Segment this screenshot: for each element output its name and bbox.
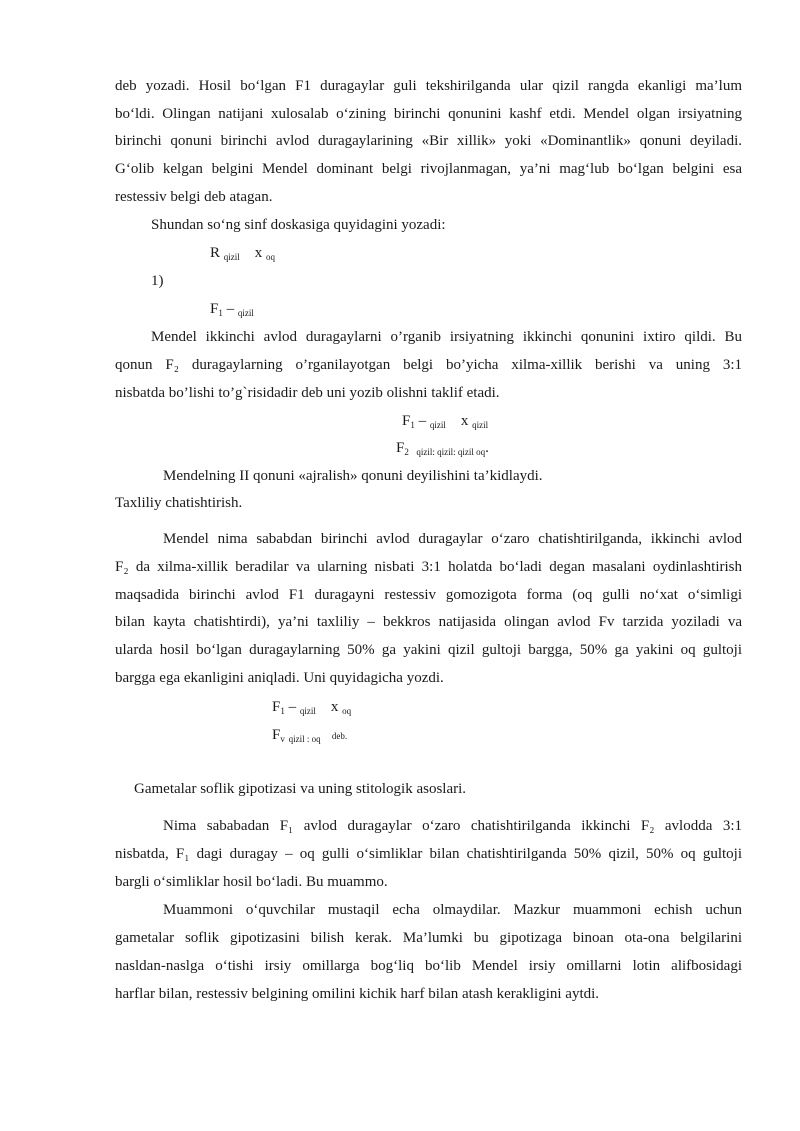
formula-cross-line: $F_1 - _{qizil}$ x $_{oq}$ xyxy=(272,699,352,716)
text-line: ularda hosil bo‘lgan duragaylarning 50% ga yakini qizil gultoji bargga, 50% ga yakini oq gultoji xyxy=(115,642,742,658)
formula-number: 1) xyxy=(151,273,164,289)
text-line: restessiv belgi deb atagan. xyxy=(115,189,273,205)
text-line: bargga ega ekanligini aniqladi. Uni quyidagicha yozdi. xyxy=(115,670,444,686)
text-line: harflar bilan, restessiv belgining omilini kichik harf bilan atash kerakligini aytdi. xyxy=(115,986,600,1002)
text-line: Shundan so‘ng sinf doskasiga quyidagini yozadi: xyxy=(151,217,446,233)
text-line: Mendel nima sababdan birinchi avlod duragaylar o‘zaro chatishtirilganda, ikkinchi avlod xyxy=(163,531,742,547)
text-line: bargli o‘simliklar hosil bo‘ladi. Bu muammo. xyxy=(115,874,388,890)
text-line: nisbatda bo’lishi to’g`risidadir deb uni yozib olishni taklif etadi. xyxy=(115,385,500,401)
section-heading: Gametalar soflik gipotizasi va uning stitologik asoslari. xyxy=(134,781,467,797)
formula-cross-line: $F_1 - _{qizil}$ x $_{qizil}$ xyxy=(402,413,489,430)
text-line: deb yozadi. Hosil bo‘lgan F1 duragaylar guli tekshirilganda ular qizil rangda ekanligi ma’lum xyxy=(115,78,742,94)
text-line: G‘olib kelgan belgini Mendel dominant belgi rivojlanmagan, ya’ni mag‘lub bo‘lgan belgini esa xyxy=(115,161,742,177)
text-line: bilan kayta chatishtirdi), ya’ni taxliliy – bekkros natijasida olingan avlod Fv tarzida yoziladi va xyxy=(115,614,742,630)
text-line: nisbatda, F₁ dagi duragay – oq gulli o‘simliklar bilan chatishtirilganda 50% qizil, 50% oq gultoji xyxy=(115,846,742,862)
text-line: Muammoni o‘quvchilar mustaqil echa olmaydilar. Mazkur muammoni echish uchun xyxy=(163,902,742,918)
text-line: Mendelning II qonuni «ajralish» qonuni deyilishini ta’kidlaydi. xyxy=(163,468,543,484)
text-line: F₂ da xilma-xillik beradilar va ularning nisbati 3:1 holatda bo‘ladi degan masalani oydinlashtirish xyxy=(115,559,742,575)
text-line: birinchi qonuni birinchi avlod duragaylarining «Bir xillik» yoki «Dominantlik» qonuni deyiladi. xyxy=(115,133,742,149)
formula-result-line: $F_v$ $_{qizil : oq}$ deb. xyxy=(272,727,348,744)
text-line: Mendel ikkinchi avlod duragaylarni o’rganib irsiyatning ikkinchi qonunini ixtiro qildi. Bu xyxy=(151,329,742,345)
section-heading: Taxliliy chatishtirish. xyxy=(115,495,243,511)
text-line: nasldan-naslga o‘tishi irsiy omillarga bog‘liq bo‘lib Mendel irsiy omillarni lotin alifbosidagi xyxy=(115,958,742,974)
formula-cross-line: R $_{qizil}$ x $_{oq}$ xyxy=(210,245,276,262)
text-line: maqsadida birinchi avlod F1 duragayni restessiv gomozigota forma (oq gulli no‘xat o‘simligi xyxy=(115,587,742,603)
text-line: qonun F₂ duragaylarning o’rganilayotgan belgi bo’yicha xilma-xillik berishi va uning 3:1 xyxy=(115,357,742,373)
formula-result-line: $F_2$ $_{qizil: qizil: qizil oq}$. xyxy=(396,440,489,457)
text-line: bo‘ldi. Olingan natijani xulosalab o‘zining birinchi qonunini kashf etdi. Mendel olgan irsiyatning xyxy=(115,106,742,122)
formula-result-line: $F_1 - _{qizil}$ xyxy=(210,301,254,318)
text-line: gametalar soflik gipotizasini bilish kerak. Ma’lumki bu gipotizaga binoan ota-ona belgilarini xyxy=(115,930,742,946)
text-line: Nima sababadan F₁ avlod duragaylar o‘zaro chatishtirilganda ikkinchi F₂ avlodda 3:1 xyxy=(163,818,742,834)
